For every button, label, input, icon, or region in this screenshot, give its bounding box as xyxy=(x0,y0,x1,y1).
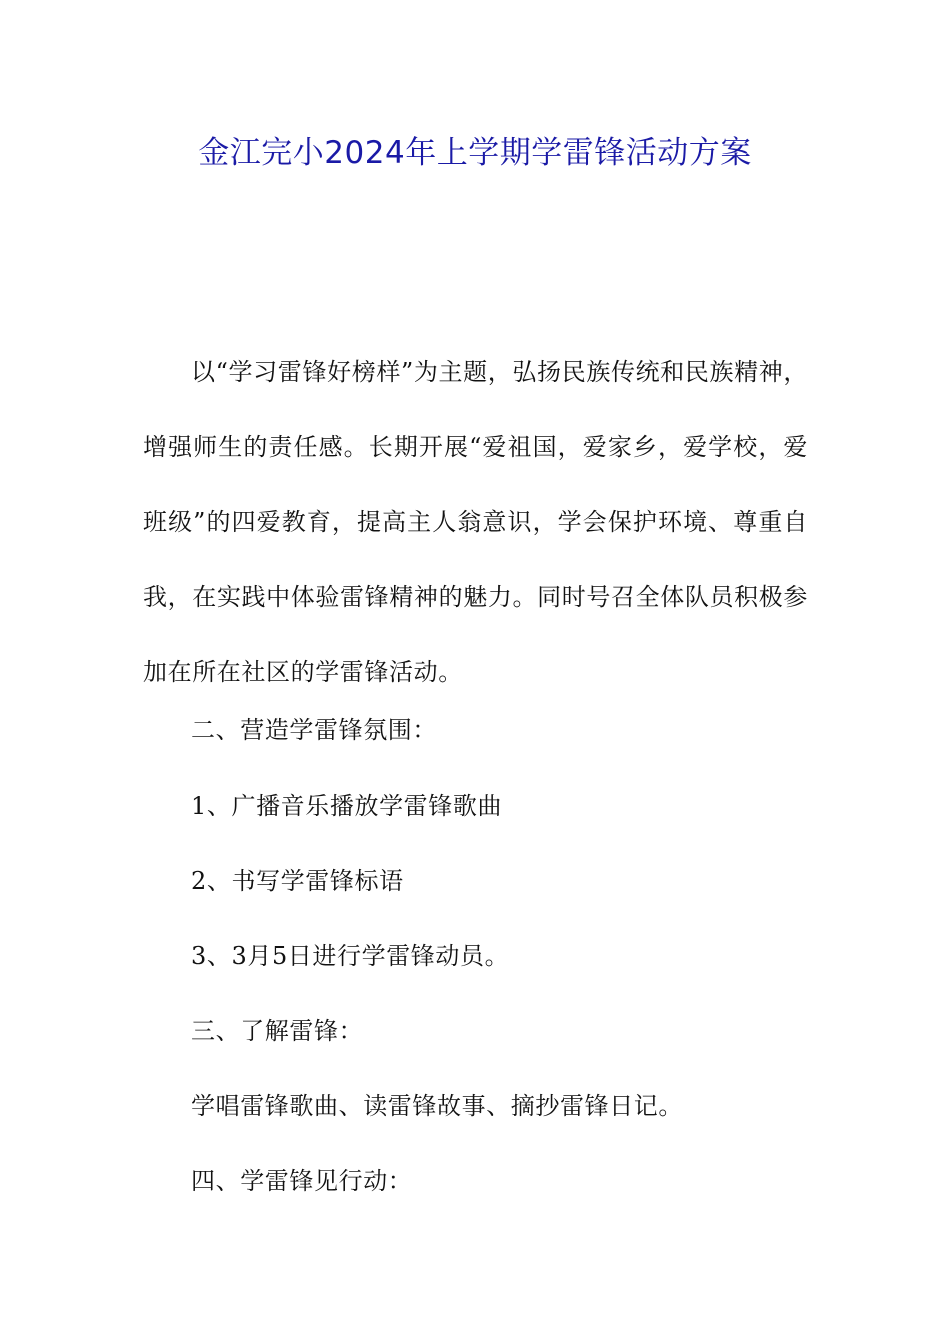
list-item-1: 1、广播音乐播放学雷锋歌曲 xyxy=(191,792,503,820)
section-heading-4: 四、学雷锋见行动： xyxy=(191,1167,413,1195)
section-heading-3: 三、了解雷锋： xyxy=(191,1017,364,1045)
document-title: 金江完小2024年上学期学雷锋活动方案 xyxy=(198,135,752,171)
section-heading-2: 二、营造学雷锋氛围： xyxy=(191,716,437,744)
list-item-3: 3、3月5日进行学雷锋动员。 xyxy=(191,942,510,970)
intro-paragraph: 以“学习雷锋好榜样”为主题，弘扬民族传统和民族精神，增强师生的责任感。长期开展“爱祖国，爱家乡，爱学校，爱班级”的四爱教育，提高主人翁意识，学会保护环境、尊重自我，在实践中体验雷锋精神的魅力。同时号召全体队员积极参加在所在社区的学雷锋活动。 xyxy=(143,358,808,686)
list-item-2: 2、书写学雷锋标语 xyxy=(191,867,404,895)
section-text-3: 学唱雷锋歌曲、读雷锋故事、摘抄雷锋日记。 xyxy=(191,1092,683,1120)
